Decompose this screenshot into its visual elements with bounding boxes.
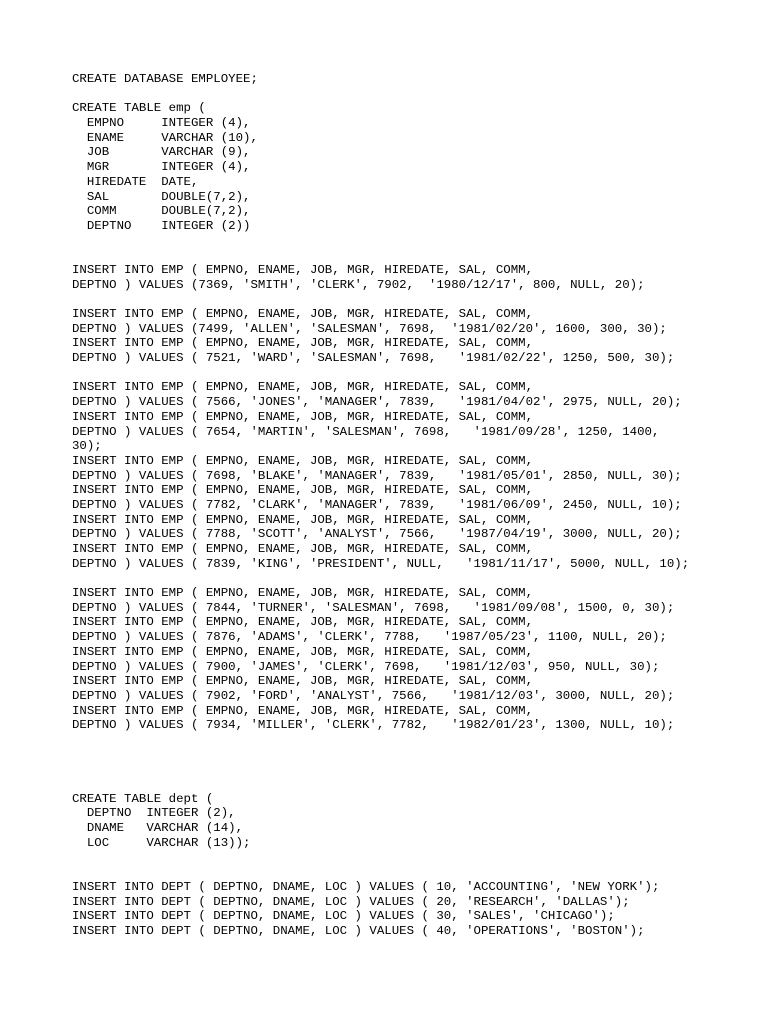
- sql-line: DEPTNO ) VALUES ( 7934, 'MILLER', 'CLERK', 7782, '1982/01/23', 1300, NULL, 10);: [72, 718, 675, 733]
- sql-line: DEPTNO ) VALUES ( 7654, 'MARTIN', 'SALESMAN', 7698, '1981/09/28', 1250, 1400,: [72, 424, 660, 439]
- sql-line: [72, 733, 762, 748]
- sql-line: [72, 292, 762, 307]
- sql-line: INSERT INTO EMP ( EMPNO, ENAME, JOB, MGR, HIREDATE, SAL, COMM,: [72, 453, 534, 468]
- sql-line: LOC VARCHAR (13));: [72, 835, 251, 850]
- sql-line: CREATE TABLE emp (: [72, 101, 206, 116]
- sql-line: DEPTNO ) VALUES ( 7902, 'FORD', 'ANALYST', 7566, '1981/12/03', 3000, NULL, 20);: [72, 688, 675, 703]
- sql-line: INSERT INTO EMP ( EMPNO, ENAME, JOB, MGR, HIREDATE, SAL, COMM,: [72, 644, 534, 659]
- sql-line: DEPTNO ) VALUES ( 7566, 'JONES', 'MANAGER', 7839, '1981/04/02', 2975, NULL, 20);: [72, 395, 682, 410]
- sql-line: [72, 777, 762, 792]
- sql-line: INSERT INTO EMP ( EMPNO, ENAME, JOB, MGR, HIREDATE, SAL, COMM,: [72, 542, 534, 556]
- sql-line: [72, 748, 762, 763]
- sql-line: DEPTNO INTEGER (2),: [72, 806, 236, 821]
- sql-line: [72, 366, 762, 381]
- sql-line: 30);: [72, 439, 102, 454]
- sql-line: EMPNO INTEGER (4),: [72, 116, 251, 131]
- sql-line: INSERT INTO EMP ( EMPNO, ENAME, JOB, MGR, HIREDATE, SAL, COMM,: [72, 674, 534, 689]
- sql-line: INSERT INTO EMP ( EMPNO, ENAME, JOB, MGR, HIREDATE, SAL, COMM,: [72, 262, 534, 277]
- sql-line: [72, 248, 762, 263]
- sql-line: DEPTNO ) VALUES ( 7839, 'KING', 'PRESIDENT', NULL, '1981/11/17', 5000, NULL, 10);: [72, 556, 690, 571]
- sql-line: [72, 87, 762, 102]
- sql-line: [72, 762, 762, 777]
- sql-line: INSERT INTO EMP ( EMPNO, ENAME, JOB, MGR, HIREDATE, SAL, COMM,: [72, 409, 534, 424]
- sql-line: COMM DOUBLE(7,2),: [72, 204, 251, 219]
- sql-document: [72, 72, 762, 939]
- sql-line: DNAME VARCHAR (14),: [72, 821, 244, 836]
- sql-line: DEPTNO ) VALUES ( 7698, 'BLAKE', 'MANAGER', 7839, '1981/05/01', 2850, NULL, 30);: [72, 468, 682, 483]
- sql-line: INSERT INTO DEPT ( DEPTNO, DNAME, LOC ) VALUES ( 20, 'RESEARCH', 'DALLAS');: [72, 894, 630, 909]
- sql-line: INSERT INTO EMP ( EMPNO, ENAME, JOB, MGR, HIREDATE, SAL, COMM,: [72, 615, 534, 630]
- sql-line: INSERT INTO EMP ( EMPNO, ENAME, JOB, MGR, HIREDATE, SAL, COMM,: [72, 483, 534, 498]
- sql-line: DEPTNO ) VALUES (7499, 'ALLEN', 'SALESMAN', 7698, '1981/02/20', 1600, 300, 30);: [72, 321, 667, 336]
- sql-line: DEPTNO ) VALUES ( 7788, 'SCOTT', 'ANALYST', 7566, '1987/04/19', 3000, NULL, 20);: [72, 527, 682, 542]
- sql-line: [72, 234, 762, 249]
- sql-line: DEPTNO ) VALUES (7369, 'SMITH', 'CLERK', 7902, '1980/12/17', 800, NULL, 20);: [72, 277, 645, 292]
- sql-line: DEPTNO ) VALUES ( 7844, 'TURNER', 'SALESMAN', 7698, '1981/09/08', 1500, 0, 30);: [72, 600, 675, 615]
- sql-line: INSERT INTO EMP ( EMPNO, ENAME, JOB, MGR, HIREDATE, SAL, COMM,: [72, 307, 534, 321]
- sql-line: SAL DOUBLE(7,2),: [72, 189, 251, 204]
- sql-line: CREATE TABLE dept (: [72, 791, 214, 806]
- sql-line: [72, 865, 762, 880]
- sql-line: INSERT INTO DEPT ( DEPTNO, DNAME, LOC ) VALUES ( 30, 'SALES', 'CHICAGO');: [72, 909, 615, 924]
- sql-line: [72, 850, 762, 865]
- sql-line: INSERT INTO EMP ( EMPNO, ENAME, JOB, MGR, HIREDATE, SAL, COMM,: [72, 512, 534, 527]
- sql-line: DEPTNO ) VALUES ( 7876, 'ADAMS', 'CLERK', 7788, '1987/05/23', 1100, NULL, 20);: [72, 630, 667, 645]
- sql-line: DEPTNO ) VALUES ( 7521, 'WARD', 'SALESMAN', 7698, '1981/02/22', 1250, 500, 30);: [72, 351, 675, 366]
- sql-line: INSERT INTO EMP ( EMPNO, ENAME, JOB, MGR, HIREDATE, SAL, COMM,: [72, 380, 534, 395]
- sql-line: DEPTNO ) VALUES ( 7782, 'CLARK', 'MANAGER', 7839, '1981/06/09', 2450, NULL, 10);: [72, 497, 682, 512]
- sql-line: DEPTNO ) VALUES ( 7900, 'JAMES', 'CLERK', 7698, '1981/12/03', 950, NULL, 30);: [72, 659, 660, 674]
- sql-line: MGR INTEGER (4),: [72, 160, 251, 175]
- sql-line: INSERT INTO DEPT ( DEPTNO, DNAME, LOC ) VALUES ( 40, 'OPERATIONS', 'BOSTON');: [72, 923, 645, 938]
- sql-line: INSERT INTO EMP ( EMPNO, ENAME, JOB, MGR, HIREDATE, SAL, COMM,: [72, 586, 534, 601]
- sql-line: DEPTNO INTEGER (2)): [72, 218, 251, 233]
- sql-line: JOB VARCHAR (9),: [72, 145, 251, 160]
- sql-line: INSERT INTO DEPT ( DEPTNO, DNAME, LOC ) VALUES ( 10, 'ACCOUNTING', 'NEW YORK');: [72, 879, 660, 894]
- sql-line: HIREDATE DATE,: [72, 174, 199, 189]
- sql-line: [72, 571, 762, 586]
- sql-line: CREATE DATABASE EMPLOYEE;: [72, 72, 258, 86]
- sql-line: ENAME VARCHAR (10),: [72, 130, 258, 145]
- sql-line: INSERT INTO EMP ( EMPNO, ENAME, JOB, MGR, HIREDATE, SAL, COMM,: [72, 703, 534, 718]
- sql-line: INSERT INTO EMP ( EMPNO, ENAME, JOB, MGR, HIREDATE, SAL, COMM,: [72, 336, 534, 351]
